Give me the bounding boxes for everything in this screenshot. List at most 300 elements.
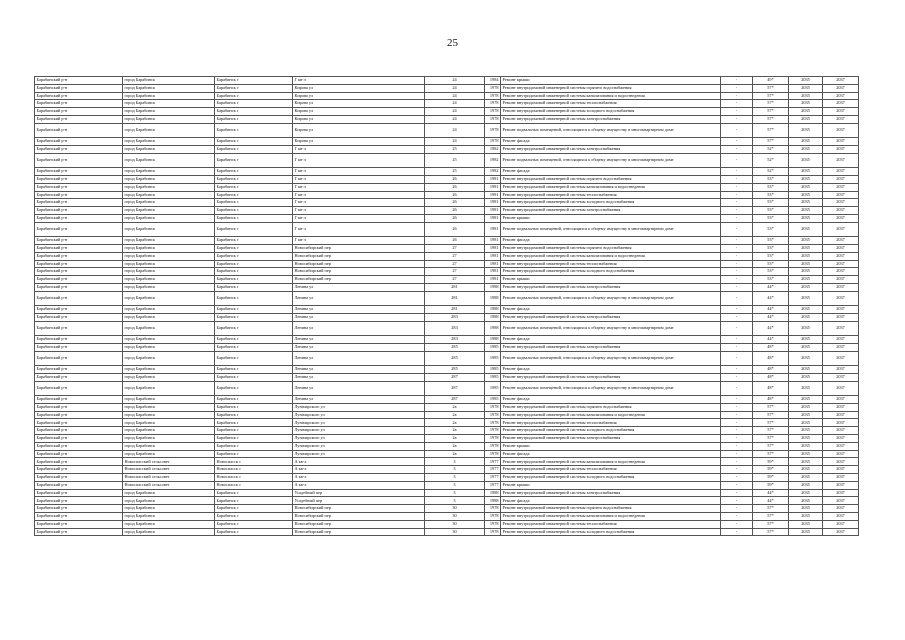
- district-cell: Барабинский р-н: [35, 214, 123, 222]
- table-row: [35, 191, 859, 199]
- settlement-cell: город Барабинск: [123, 411, 215, 419]
- locality-cell: Барабинск г: [215, 351, 293, 365]
- end-year-cell: 2037: [823, 458, 859, 466]
- street-cell: Новосибирский пер: [293, 268, 425, 276]
- district-cell: Барабинский р-н: [35, 260, 123, 268]
- table-row: [35, 175, 859, 183]
- work-type-cell: Ремонт внутридомовой инженерной системы холодного водоснабжения: [501, 528, 721, 536]
- cost-cell: 57*: [753, 442, 789, 450]
- cost-cell: 44*: [753, 283, 789, 291]
- street-cell: Кирова ул: [293, 92, 425, 100]
- district-cell: Барабинский р-н: [35, 513, 123, 521]
- settlement-cell: город Барабинск: [123, 351, 215, 365]
- cost-cell: 57*: [753, 427, 789, 435]
- cost-cell: 48*: [753, 373, 789, 381]
- house-number-cell: 283: [425, 313, 485, 321]
- dash-cell: -: [721, 115, 753, 123]
- locality-cell: Барабинск г: [215, 222, 293, 236]
- cost-cell: 53*: [753, 237, 789, 245]
- end-year-cell: 2037: [823, 497, 859, 505]
- settlement-cell: город Барабинск: [123, 92, 215, 100]
- locality-cell: Барабинск г: [215, 214, 293, 222]
- house-number-cell: 2а: [425, 442, 485, 450]
- locality-cell: Барабинск г: [215, 520, 293, 528]
- build-year-cell: 1978: [485, 505, 501, 513]
- cost-cell: 57*: [753, 100, 789, 108]
- cost-cell: 44*: [753, 306, 789, 314]
- settlement-cell: город Барабинск: [123, 442, 215, 450]
- table-row: [35, 474, 859, 482]
- locality-cell: Барабинск г: [215, 168, 293, 176]
- build-year-cell: 1985: [485, 343, 501, 351]
- table-row: [35, 427, 859, 435]
- house-number-cell: 24: [425, 92, 485, 100]
- locality-cell: Барабинск г: [215, 489, 293, 497]
- dash-cell: -: [721, 168, 753, 176]
- house-number-cell: 2а: [425, 435, 485, 443]
- build-year-cell: 1988: [485, 306, 501, 314]
- locality-cell: Барабинск г: [215, 306, 293, 314]
- dash-cell: -: [721, 403, 753, 411]
- end-year-cell: 2037: [823, 199, 859, 207]
- house-number-cell: 24: [425, 84, 485, 92]
- district-cell: Барабинский р-н: [35, 283, 123, 291]
- end-year-cell: 2037: [823, 207, 859, 215]
- district-cell: Барабинский р-н: [35, 396, 123, 404]
- cost-cell: 44*: [753, 497, 789, 505]
- district-cell: Барабинский р-н: [35, 153, 123, 167]
- settlement-cell: город Барабинск: [123, 283, 215, 291]
- settlement-cell: город Барабинск: [123, 191, 215, 199]
- table-row: [35, 108, 859, 116]
- build-year-cell: 1988: [485, 321, 501, 335]
- build-year-cell: 1985: [485, 351, 501, 365]
- build-year-cell: 1981: [485, 222, 501, 236]
- dash-cell: -: [721, 244, 753, 252]
- cost-cell: 57*: [753, 108, 789, 116]
- start-year-cell: 2035: [789, 435, 823, 443]
- end-year-cell: 2037: [823, 419, 859, 427]
- district-cell: Барабинский р-н: [35, 373, 123, 381]
- settlement-cell: город Барабинск: [123, 336, 215, 344]
- district-cell: Барабинский р-н: [35, 343, 123, 351]
- work-type-cell: Ремонт внутридомовой инженерной системы горячего водоснабжения: [501, 505, 721, 513]
- cost-cell: 57*: [753, 411, 789, 419]
- street-cell: Луначарского ул: [293, 427, 425, 435]
- work-type-cell: Ремонт фасада: [501, 497, 721, 505]
- work-type-cell: Ремонт внутридомовой инженерной системы теплоснабжения: [501, 191, 721, 199]
- district-cell: Барабинский р-н: [35, 351, 123, 365]
- table-row: [35, 351, 859, 365]
- cost-cell: 53*: [753, 199, 789, 207]
- cost-cell: 57*: [753, 528, 789, 536]
- district-cell: Барабинский р-н: [35, 419, 123, 427]
- work-type-cell: Ремонт внутридомовой инженерной системы теплоснабжения: [501, 419, 721, 427]
- dash-cell: -: [721, 497, 753, 505]
- end-year-cell: 2037: [823, 321, 859, 335]
- locality-cell: Барабинск г: [215, 145, 293, 153]
- house-number-cell: 25: [425, 145, 485, 153]
- dash-cell: -: [721, 505, 753, 513]
- house-number-cell: 26: [425, 199, 485, 207]
- start-year-cell: 2035: [789, 222, 823, 236]
- build-year-cell: 1985: [485, 381, 501, 395]
- cost-cell: 48*: [753, 351, 789, 365]
- build-year-cell: 1985: [485, 396, 501, 404]
- street-cell: Г кв-л: [293, 175, 425, 183]
- district-cell: Барабинский р-н: [35, 237, 123, 245]
- table-row: [35, 313, 859, 321]
- work-type-cell: Ремонт внутридомовой инженерной системы холодного водоснабжения: [501, 268, 721, 276]
- build-year-cell: 1981: [485, 276, 501, 284]
- end-year-cell: 2037: [823, 474, 859, 482]
- locality-cell: Барабинск г: [215, 313, 293, 321]
- street-cell: Новосибирский пер: [293, 520, 425, 528]
- dash-cell: -: [721, 373, 753, 381]
- start-year-cell: 2035: [789, 442, 823, 450]
- cost-cell: 44*: [753, 489, 789, 497]
- settlement-cell: город Барабинск: [123, 222, 215, 236]
- dash-cell: -: [721, 207, 753, 215]
- start-year-cell: 2035: [789, 237, 823, 245]
- district-cell: Барабинский р-н: [35, 84, 123, 92]
- table-row: [35, 268, 859, 276]
- district-cell: Барабинский р-н: [35, 505, 123, 513]
- house-number-cell: 30: [425, 505, 485, 513]
- district-cell: Барабинский р-н: [35, 458, 123, 466]
- house-number-cell: 285: [425, 343, 485, 351]
- locality-cell: Барабинск г: [215, 108, 293, 116]
- settlement-cell: город Барабинск: [123, 153, 215, 167]
- end-year-cell: 2037: [823, 343, 859, 351]
- house-number-cell: 26: [425, 222, 485, 236]
- table-row: [35, 260, 859, 268]
- cost-cell: 57*: [753, 435, 789, 443]
- settlement-cell: Новоспасский сельсовет: [123, 458, 215, 466]
- build-year-cell: 1978: [485, 123, 501, 137]
- table-row: [35, 214, 859, 222]
- table-row: [35, 396, 859, 404]
- street-cell: Г кв-л: [293, 222, 425, 236]
- table-row: [35, 343, 859, 351]
- street-cell: Новосибирский пер: [293, 244, 425, 252]
- street-cell: Ленина ул: [293, 306, 425, 314]
- locality-cell: Барабинск г: [215, 283, 293, 291]
- cost-cell: 48*: [753, 366, 789, 374]
- locality-cell: Барабинск г: [215, 175, 293, 183]
- settlement-cell: город Барабинск: [123, 115, 215, 123]
- settlement-cell: город Барабинск: [123, 84, 215, 92]
- house-number-cell: 2а: [425, 411, 485, 419]
- start-year-cell: 2035: [789, 520, 823, 528]
- table-row: [35, 222, 859, 236]
- settlement-cell: город Барабинск: [123, 77, 215, 85]
- cost-cell: 53*: [753, 175, 789, 183]
- work-type-cell: Ремонт фасада: [501, 366, 721, 374]
- build-year-cell: 1978: [485, 403, 501, 411]
- start-year-cell: 2035: [789, 411, 823, 419]
- district-cell: Барабинский р-н: [35, 489, 123, 497]
- work-type-cell: Ремонт подвальных помещений, относящихся к общему имуществу в многоквартирном доме: [501, 153, 721, 167]
- street-cell: Новосибирский пер: [293, 505, 425, 513]
- house-number-cell: 285: [425, 366, 485, 374]
- dash-cell: -: [721, 199, 753, 207]
- work-type-cell: Ремонт внутридомовой инженерной системы канализования и водоотведения: [501, 92, 721, 100]
- end-year-cell: 2037: [823, 466, 859, 474]
- start-year-cell: 2035: [789, 244, 823, 252]
- house-number-cell: 2а: [425, 419, 485, 427]
- start-year-cell: 2035: [789, 343, 823, 351]
- end-year-cell: 2037: [823, 214, 859, 222]
- table-row: [35, 505, 859, 513]
- start-year-cell: 2035: [789, 366, 823, 374]
- build-year-cell: 1981: [485, 237, 501, 245]
- work-type-cell: Ремонт внутридомовой инженерной системы электроснабжения: [501, 313, 721, 321]
- street-cell: Г кв-л: [293, 183, 425, 191]
- house-number-cell: 287: [425, 373, 485, 381]
- end-year-cell: 2037: [823, 138, 859, 146]
- house-number-cell: 26: [425, 183, 485, 191]
- work-type-cell: Ремонт внутридомовой инженерной системы электроснабжения: [501, 343, 721, 351]
- end-year-cell: 2037: [823, 520, 859, 528]
- start-year-cell: 2035: [789, 481, 823, 489]
- locality-cell: Новоспасск с: [215, 466, 293, 474]
- dash-cell: -: [721, 520, 753, 528]
- locality-cell: Барабинск г: [215, 505, 293, 513]
- work-type-cell: Ремонт фасада: [501, 450, 721, 458]
- dash-cell: -: [721, 442, 753, 450]
- work-type-cell: Ремонт внутридомовой инженерной системы электроснабжения: [501, 489, 721, 497]
- settlement-cell: город Барабинск: [123, 489, 215, 497]
- build-year-cell: 1978: [485, 84, 501, 92]
- locality-cell: Барабинск г: [215, 366, 293, 374]
- build-year-cell: 1978: [485, 435, 501, 443]
- table-row: [35, 92, 859, 100]
- locality-cell: Новоспасск с: [215, 474, 293, 482]
- locality-cell: Барабинск г: [215, 336, 293, 344]
- settlement-cell: город Барабинск: [123, 260, 215, 268]
- locality-cell: Барабинск г: [215, 191, 293, 199]
- house-number-cell: 3: [425, 458, 485, 466]
- house-number-cell: 2а: [425, 450, 485, 458]
- locality-cell: Барабинск г: [215, 276, 293, 284]
- build-year-cell: 1981: [485, 183, 501, 191]
- start-year-cell: 2035: [789, 123, 823, 137]
- table-row: [35, 442, 859, 450]
- table-row: [35, 528, 859, 536]
- end-year-cell: 2037: [823, 77, 859, 85]
- work-type-cell: Ремонт внутридомовой инженерной системы горячего водоснабжения: [501, 244, 721, 252]
- locality-cell: Барабинск г: [215, 373, 293, 381]
- district-cell: Барабинский р-н: [35, 199, 123, 207]
- build-year-cell: 1988: [485, 497, 501, 505]
- end-year-cell: 2037: [823, 373, 859, 381]
- district-cell: Барабинский р-н: [35, 313, 123, 321]
- dash-cell: -: [721, 77, 753, 85]
- street-cell: Г кв-л: [293, 207, 425, 215]
- dash-cell: -: [721, 411, 753, 419]
- build-year-cell: 1981: [485, 244, 501, 252]
- locality-cell: Барабинск г: [215, 84, 293, 92]
- locality-cell: Барабинск г: [215, 199, 293, 207]
- start-year-cell: 2035: [789, 489, 823, 497]
- start-year-cell: 2035: [789, 336, 823, 344]
- end-year-cell: 2037: [823, 123, 859, 137]
- settlement-cell: город Барабинск: [123, 366, 215, 374]
- end-year-cell: 2037: [823, 145, 859, 153]
- locality-cell: Барабинск г: [215, 419, 293, 427]
- settlement-cell: Новоспасский сельсовет: [123, 474, 215, 482]
- build-year-cell: 1978: [485, 528, 501, 536]
- settlement-cell: Новоспасский сельсовет: [123, 466, 215, 474]
- table-row: [35, 466, 859, 474]
- dash-cell: -: [721, 513, 753, 521]
- start-year-cell: 2035: [789, 145, 823, 153]
- table-row: [35, 276, 859, 284]
- build-year-cell: 1981: [485, 260, 501, 268]
- end-year-cell: 2037: [823, 84, 859, 92]
- street-cell: Новосибирский пер: [293, 252, 425, 260]
- end-year-cell: 2037: [823, 252, 859, 260]
- settlement-cell: город Барабинск: [123, 381, 215, 395]
- start-year-cell: 2035: [789, 260, 823, 268]
- build-year-cell: 1977: [485, 474, 501, 482]
- repair-schedule-table: [34, 76, 859, 536]
- start-year-cell: 2035: [789, 153, 823, 167]
- cost-cell: 52*: [753, 153, 789, 167]
- table-row: [35, 435, 859, 443]
- build-year-cell: 1981: [485, 199, 501, 207]
- dash-cell: -: [721, 153, 753, 167]
- start-year-cell: 2035: [789, 373, 823, 381]
- start-year-cell: 2035: [789, 381, 823, 395]
- table-row: [35, 419, 859, 427]
- dash-cell: -: [721, 237, 753, 245]
- work-type-cell: Ремонт фасада: [501, 138, 721, 146]
- start-year-cell: 2035: [789, 214, 823, 222]
- build-year-cell: 1985: [485, 366, 501, 374]
- work-type-cell: Ремонт внутридомовой инженерной системы холодного водоснабжения: [501, 108, 721, 116]
- build-year-cell: 1978: [485, 92, 501, 100]
- start-year-cell: 2035: [789, 458, 823, 466]
- locality-cell: Барабинск г: [215, 244, 293, 252]
- cost-cell: 53*: [753, 260, 789, 268]
- start-year-cell: 2035: [789, 252, 823, 260]
- build-year-cell: 1978: [485, 427, 501, 435]
- end-year-cell: 2037: [823, 183, 859, 191]
- settlement-cell: город Барабинск: [123, 100, 215, 108]
- build-year-cell: 1978: [485, 513, 501, 521]
- district-cell: Барабинский р-н: [35, 427, 123, 435]
- street-cell: Луначарского ул: [293, 419, 425, 427]
- house-number-cell: 3: [425, 497, 485, 505]
- dash-cell: -: [721, 222, 753, 236]
- end-year-cell: 2037: [823, 489, 859, 497]
- build-year-cell: 1978: [485, 108, 501, 116]
- dash-cell: -: [721, 351, 753, 365]
- street-cell: Ленина ул: [293, 343, 425, 351]
- settlement-cell: город Барабинск: [123, 396, 215, 404]
- street-cell: Новосибирский пер: [293, 513, 425, 521]
- settlement-cell: город Барабинск: [123, 268, 215, 276]
- street-cell: Усадебный пер: [293, 497, 425, 505]
- dash-cell: -: [721, 458, 753, 466]
- settlement-cell: город Барабинск: [123, 214, 215, 222]
- end-year-cell: 2037: [823, 291, 859, 305]
- end-year-cell: 2037: [823, 168, 859, 176]
- house-number-cell: 26: [425, 214, 485, 222]
- start-year-cell: 2035: [789, 497, 823, 505]
- locality-cell: Барабинск г: [215, 115, 293, 123]
- district-cell: Барабинский р-н: [35, 435, 123, 443]
- build-year-cell: 1981: [485, 214, 501, 222]
- start-year-cell: 2035: [789, 115, 823, 123]
- work-type-cell: Ремонт крыши: [501, 442, 721, 450]
- district-cell: Барабинский р-н: [35, 100, 123, 108]
- cost-cell: 57*: [753, 520, 789, 528]
- settlement-cell: город Барабинск: [123, 513, 215, 521]
- dash-cell: -: [721, 435, 753, 443]
- start-year-cell: 2035: [789, 283, 823, 291]
- build-year-cell: 1977: [485, 466, 501, 474]
- house-number-cell: 2а: [425, 403, 485, 411]
- end-year-cell: 2037: [823, 396, 859, 404]
- table-row: [35, 513, 859, 521]
- work-type-cell: Ремонт крыши: [501, 276, 721, 284]
- work-type-cell: Ремонт внутридомовой инженерной системы теплоснабжения: [501, 100, 721, 108]
- start-year-cell: 2035: [789, 513, 823, 521]
- build-year-cell: 1981: [485, 175, 501, 183]
- build-year-cell: 1978: [485, 115, 501, 123]
- dash-cell: -: [721, 145, 753, 153]
- house-number-cell: 24: [425, 115, 485, 123]
- build-year-cell: 1978: [485, 138, 501, 146]
- build-year-cell: 1982: [485, 145, 501, 153]
- dash-cell: -: [721, 100, 753, 108]
- table-row: [35, 450, 859, 458]
- table-body: [35, 77, 859, 536]
- house-number-cell: 287: [425, 396, 485, 404]
- locality-cell: Барабинск г: [215, 77, 293, 85]
- build-year-cell: 1985: [485, 373, 501, 381]
- street-cell: Кирова ул: [293, 115, 425, 123]
- street-cell: Г кв-л: [293, 191, 425, 199]
- district-cell: Барабинский р-н: [35, 497, 123, 505]
- page-number: 25: [447, 37, 458, 49]
- house-number-cell: 27: [425, 268, 485, 276]
- table-row: [35, 168, 859, 176]
- dash-cell: -: [721, 528, 753, 536]
- work-type-cell: Ремонт подвальных помещений, относящихся к общему имуществу в многоквартирном доме: [501, 321, 721, 335]
- street-cell: А кв-л: [293, 481, 425, 489]
- house-number-cell: 281: [425, 291, 485, 305]
- table-row: [35, 283, 859, 291]
- street-cell: Кирова ул: [293, 100, 425, 108]
- locality-cell: Барабинск г: [215, 528, 293, 536]
- table-row: [35, 237, 859, 245]
- cost-cell: 48*: [753, 381, 789, 395]
- table-row: [35, 458, 859, 466]
- work-type-cell: Ремонт крыши: [501, 77, 721, 85]
- street-cell: Кирова ул: [293, 84, 425, 92]
- end-year-cell: 2037: [823, 336, 859, 344]
- end-year-cell: 2037: [823, 108, 859, 116]
- district-cell: Барабинский р-н: [35, 168, 123, 176]
- street-cell: Ленина ул: [293, 283, 425, 291]
- street-cell: А кв-л: [293, 466, 425, 474]
- district-cell: Барабинский р-н: [35, 115, 123, 123]
- work-type-cell: Ремонт крыши: [501, 214, 721, 222]
